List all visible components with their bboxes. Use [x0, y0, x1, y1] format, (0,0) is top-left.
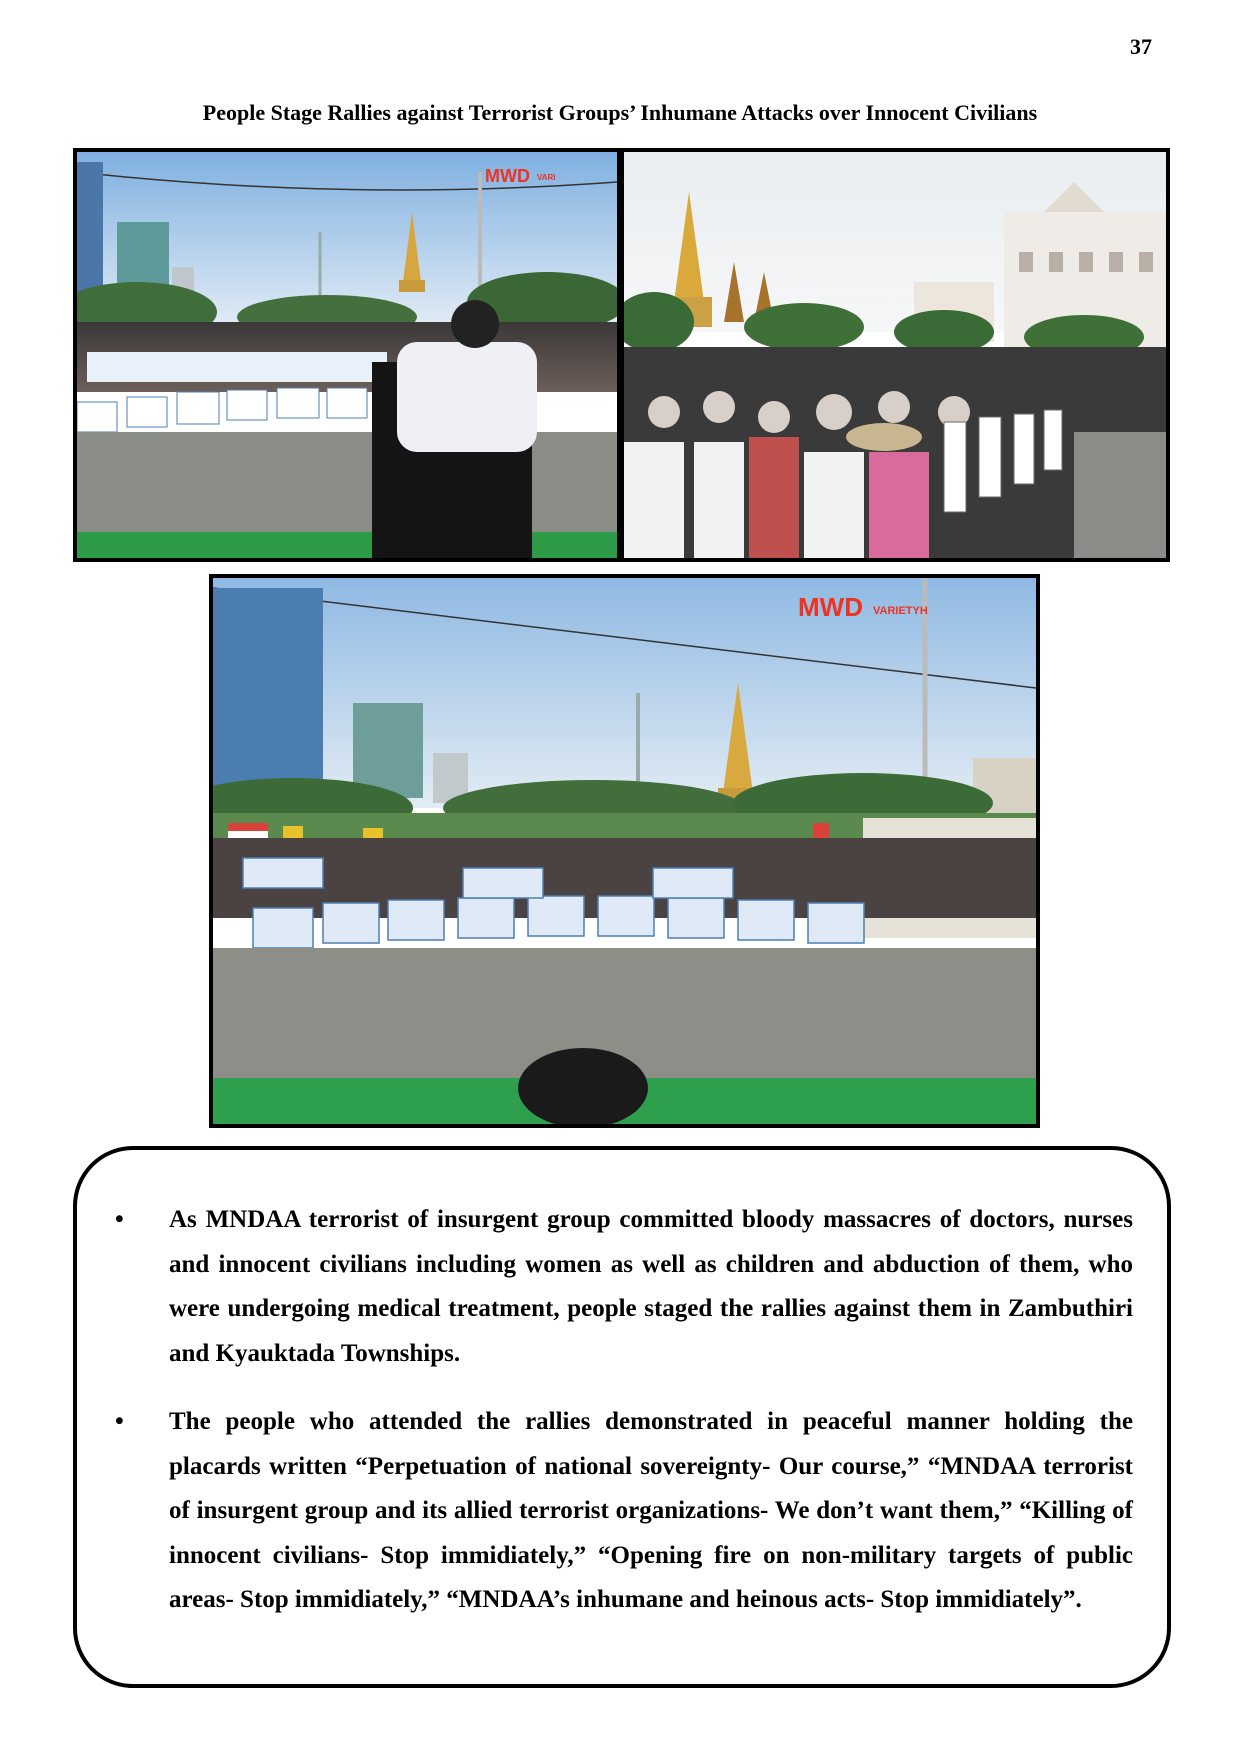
- summary-box: [73, 1146, 1171, 1688]
- bullet-dot-icon: •: [115, 1206, 124, 1233]
- page-number: 37: [1130, 34, 1152, 59]
- bullet-list: [107, 1198, 1133, 1623]
- bullet-item: [107, 1198, 1133, 1376]
- page-title: People Stage Rallies against Terrorist Groups’ Inhumane Attacks over Innocent Civilians: [202, 100, 1038, 125]
- bullet-text: As MNDAA terrorist of insurgent group committed bloody massacres of doctors, nurses and innocent civilians including women as well as children and abduction of them, who were undergoing medical treatment, people staged the rallies against them in Zambuthiri and Kyauktada Townships.: [169, 1206, 1133, 1367]
- watermark-suffix: VARIETYH: [873, 605, 928, 617]
- bullet-text: The people who attended the rallies demonstrated in peaceful manner holding the placards written “Perpetuation of national sovereignty- Our course,” “MNDAA terrorist of insurgent group and its allied terrorist organizations- We don’t want them,” “Killing of innocent civilians- Stop immidiately,” “Opening fire on non-military targets of public areas- Stop immidiately,” “MNDAA’s inhumane and heinous acts- Stop immidiately”.: [169, 1408, 1133, 1613]
- bullet-item: [107, 1400, 1133, 1623]
- watermark-suffix: VARI: [537, 173, 556, 182]
- rally-photo-crowd: [620, 148, 1170, 562]
- rally-photo-placards: [209, 574, 1040, 1128]
- watermark-mwd: MWD: [798, 592, 863, 622]
- rally-photo-speaker: [73, 148, 621, 562]
- bullet-dot-icon: •: [115, 1408, 124, 1435]
- watermark-mwd: MWD: [485, 166, 530, 186]
